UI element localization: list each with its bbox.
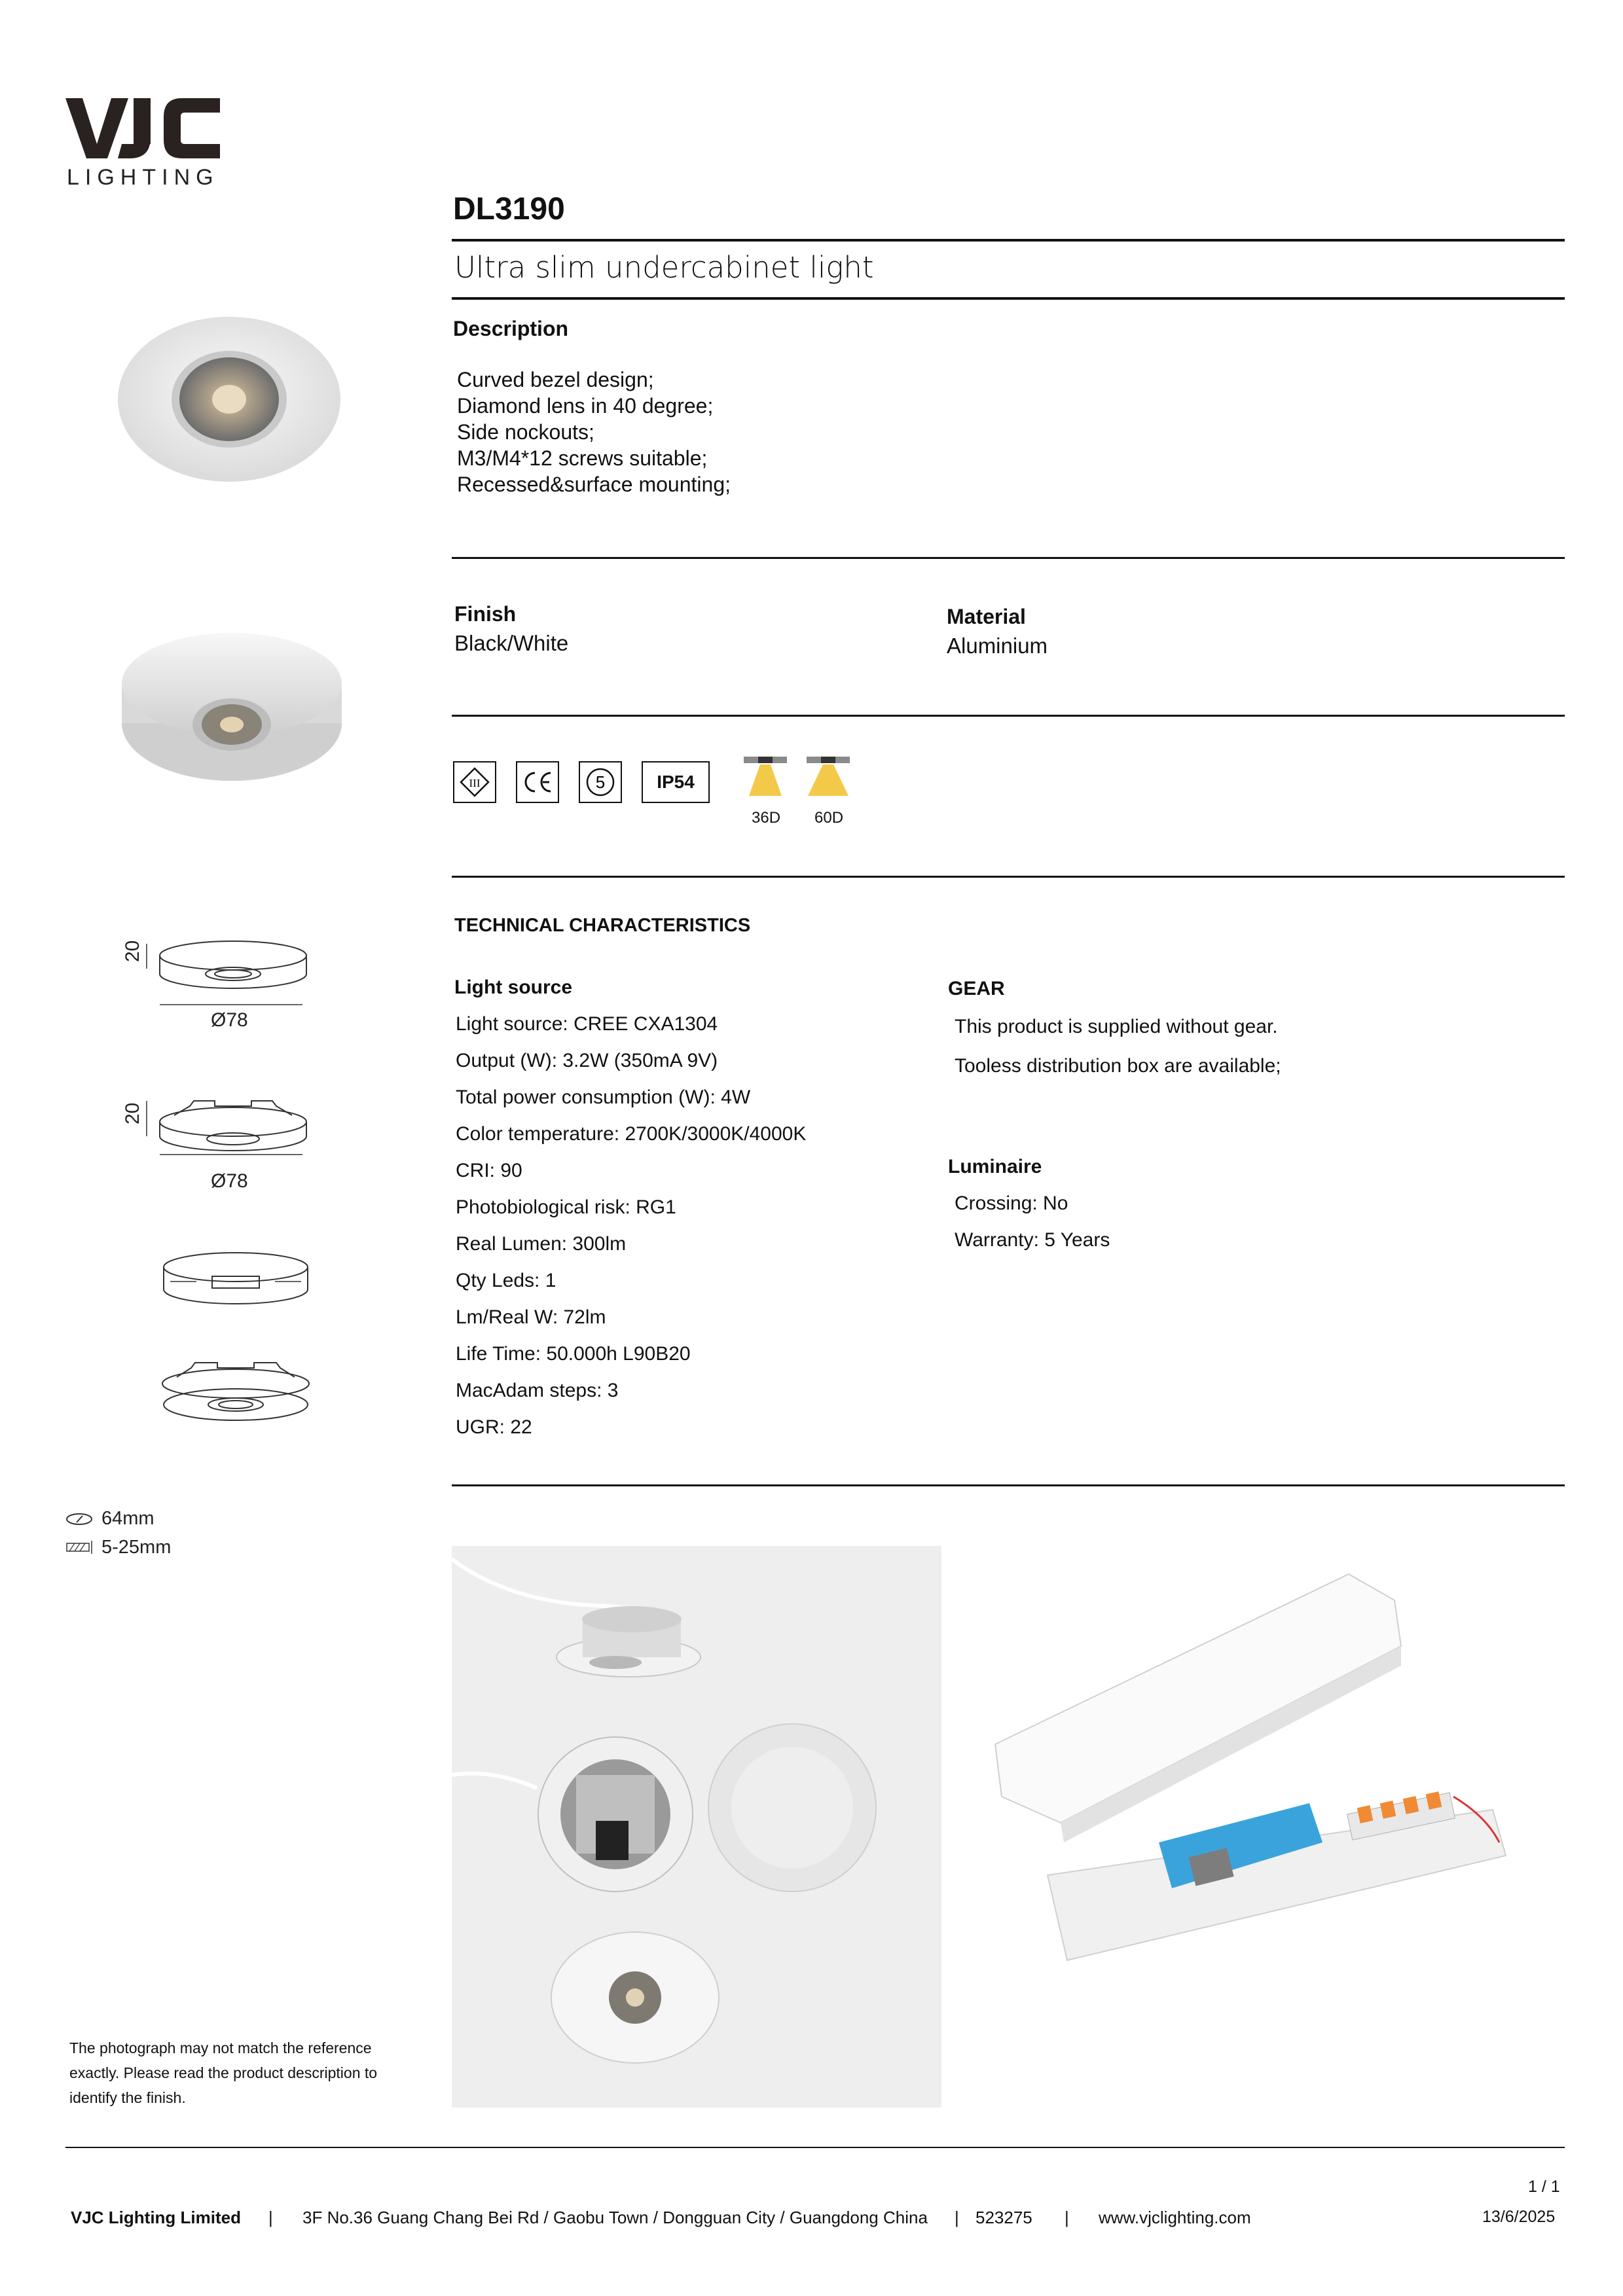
description-item: M3/M4*12 screws suitable; xyxy=(457,446,708,470)
footer-address: 3F No.36 Guang Chang Bei Rd / Gaobu Town / Dongguan City / Guangdong China xyxy=(302,2208,928,2227)
tech-line: UGR: 22 xyxy=(456,1416,532,1438)
technical-title: TECHNICAL CHARACTERISTICS xyxy=(454,915,751,936)
drawing-iso-view-1 xyxy=(157,1244,314,1319)
gear-line: Tooless distribution box are available; xyxy=(955,1055,1281,1077)
luminaire-line: Warranty: 5 Years xyxy=(955,1229,1110,1251)
class-symbol: III xyxy=(469,777,481,789)
footer-postcode: 523275 xyxy=(976,2208,1032,2227)
divider xyxy=(452,297,1565,300)
luminaire-label: Luminaire xyxy=(948,1156,1042,1177)
brand-logo xyxy=(65,98,223,170)
divider xyxy=(452,876,1565,878)
beam-60-label: 60D xyxy=(814,809,844,827)
ceiling-thickness-icon xyxy=(65,1539,93,1558)
material-label: Material xyxy=(947,605,1026,628)
divider xyxy=(452,1484,1565,1486)
beam-60-icon xyxy=(807,757,850,802)
luminaire-line: Crossing: No xyxy=(955,1193,1068,1214)
warranty-symbol: 5 xyxy=(595,772,606,792)
warranty-icon xyxy=(579,761,622,803)
tech-line: Photobiological risk: RG1 xyxy=(456,1196,676,1218)
dim-height-1: 20 xyxy=(122,940,143,962)
light-source-label: Light source xyxy=(454,977,573,998)
tech-line: Lm/Real W: 72lm xyxy=(456,1306,606,1328)
ce-icon xyxy=(516,761,559,803)
tech-line: MacAdam steps: 3 xyxy=(456,1380,619,1401)
beam-36-icon xyxy=(744,757,787,802)
photo-disclaimer: The photograph may not match the reference exactly. Please read the product description to identify the finish. xyxy=(69,2039,378,2106)
divider xyxy=(452,239,1565,242)
description-item: Diamond lens in 40 degree; xyxy=(457,394,714,418)
dim-diameter-1: Ø78 xyxy=(211,1009,248,1031)
footer-separator: | xyxy=(955,2208,959,2227)
cutout-icon xyxy=(65,1511,93,1531)
logo-subtext: LIGHTING xyxy=(67,165,219,190)
gear-line: This product is supplied without gear. xyxy=(955,1016,1278,1037)
footer-website[interactable]: www.vjclighting.com xyxy=(1099,2208,1251,2227)
dim-diameter-2: Ø78 xyxy=(211,1170,248,1192)
gear-label: GEAR xyxy=(948,978,1005,999)
product-photo-front xyxy=(117,314,342,488)
product-photo-angle xyxy=(120,632,343,785)
tech-line: CRI: 90 xyxy=(456,1160,522,1181)
logo-mark-graphic xyxy=(65,98,223,164)
page-number: 1 / 1 xyxy=(1528,2178,1560,2196)
footer-divider xyxy=(65,2147,1565,2148)
drawing-iso-view-2 xyxy=(157,1355,314,1430)
footer-date: 13/6/2025 xyxy=(1482,2208,1556,2226)
divider xyxy=(452,557,1565,559)
description-item: Recessed&surface mounting; xyxy=(457,473,731,496)
tech-line: Color temperature: 2700K/3000K/4000K xyxy=(456,1123,807,1145)
description-label: Description xyxy=(453,317,569,340)
finish-label: Finish xyxy=(454,602,517,626)
description-list xyxy=(457,367,731,497)
tech-line: Real Lumen: 300lm xyxy=(456,1233,627,1255)
footer-separator: | xyxy=(268,2208,273,2227)
tech-line: Life Time: 50.000h L90B20 xyxy=(456,1343,691,1365)
dim-height-2: 20 xyxy=(122,1102,143,1124)
distribution-box-photo xyxy=(982,1568,1525,1970)
footer-separator: | xyxy=(1065,2208,1069,2227)
description-item: Curved bezel design; xyxy=(457,368,654,391)
tech-line: Light source: CREE CXA1304 xyxy=(456,1013,718,1035)
footer-company: VJC Lighting Limited xyxy=(71,2208,241,2227)
finish-value: Black/White xyxy=(454,631,569,655)
tech-line: Total power consumption (W): 4W xyxy=(456,1086,751,1108)
divider xyxy=(452,715,1565,717)
class-iii-icon xyxy=(453,761,496,803)
tech-line: Qty Leds: 1 xyxy=(456,1270,556,1291)
product-components-photo xyxy=(452,1546,941,2108)
beam-36-label: 36D xyxy=(752,809,781,827)
tech-line: Output (W): 3.2W (350mA 9V) xyxy=(456,1050,718,1071)
product-subtitle: Ultra slim undercabinet light xyxy=(454,250,874,285)
ip-rating-badge: IP54 xyxy=(642,761,710,803)
ceiling-thickness: 5-25mm xyxy=(101,1537,172,1558)
cutout-size: 64mm xyxy=(101,1508,155,1529)
description-item: Side nockouts; xyxy=(457,420,594,444)
material-value: Aluminium xyxy=(947,634,1048,658)
product-model: DL3190 xyxy=(453,192,565,226)
